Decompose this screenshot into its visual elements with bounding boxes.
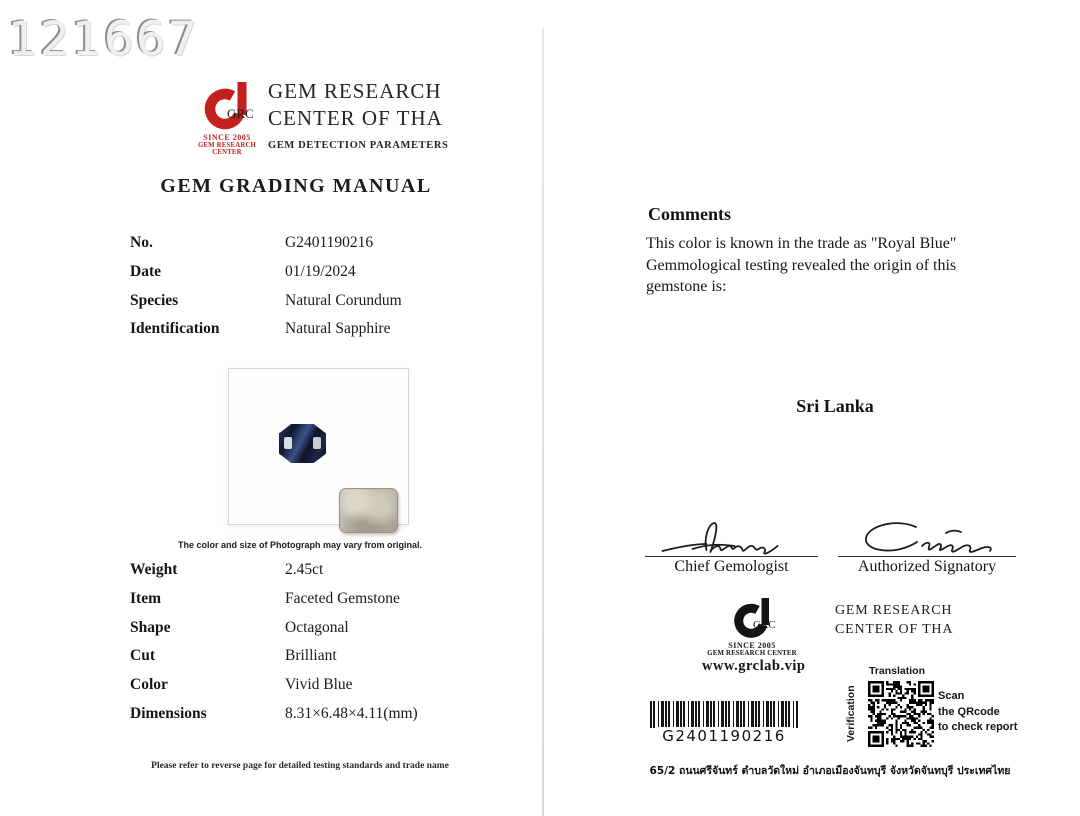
- field-row-identification: [130, 315, 475, 344]
- qr-caption-line: Scan: [938, 690, 965, 702]
- field-row-species: [130, 286, 475, 315]
- gemstone-image: [279, 424, 326, 463]
- comments-line: gemstone is:: [646, 278, 727, 295]
- qr-scan-instruction: [938, 689, 1017, 736]
- field-label: Weight: [130, 561, 178, 579]
- barcode: [650, 701, 798, 746]
- grc-logo-black: [702, 596, 806, 675]
- field-label: Dimensions: [130, 704, 207, 722]
- field-value: 01/19/2024: [285, 263, 356, 281]
- field-row-cut: [130, 642, 475, 671]
- comments-line: Gemmological testing revealed the origin of this: [646, 256, 957, 274]
- field-value: Octagonal: [285, 618, 349, 636]
- field-row-no: [130, 229, 475, 258]
- field-row-color: [130, 671, 475, 700]
- gem-photo-frame: [228, 368, 409, 525]
- signature-label: Chief Gemologist: [674, 558, 789, 575]
- grc-logo-red-icon: [186, 80, 268, 132]
- center-fold-divider: [542, 28, 544, 816]
- field-value: Brilliant: [285, 647, 337, 665]
- barcode-number: G2401190216: [657, 727, 791, 745]
- org-name-line2: CENTER OF THA: [268, 106, 443, 130]
- qr-code: [868, 681, 934, 747]
- signature-label: Authorized Signatory: [857, 558, 997, 575]
- website-url: www.grclab.vip: [702, 658, 806, 674]
- signature-line: [645, 556, 818, 557]
- qr-translation-label: Translation: [868, 665, 925, 677]
- logo-since-label: SINCE 2005: [203, 133, 251, 142]
- field-value: Faceted Gemstone: [285, 590, 400, 608]
- field-value: 2.45ct: [285, 561, 324, 579]
- signature-icon: [645, 520, 818, 556]
- org-subtitle: GEM DETECTION PARAMETERS: [268, 140, 449, 151]
- org-name-line1: GEM RESEARCH: [268, 79, 442, 103]
- field-label: Shape: [130, 618, 171, 636]
- rough-stone-image: [339, 488, 398, 533]
- field-label: No.: [130, 234, 153, 252]
- field-row-weight: [130, 556, 475, 585]
- logo-since-label: SINCE 2005: [728, 641, 776, 650]
- grc-logo-red: [184, 80, 270, 156]
- qr-caption-line: to check report: [938, 721, 1018, 733]
- organization-name-right: [835, 602, 953, 639]
- signature-line: [838, 556, 1016, 557]
- organization-header: [268, 78, 448, 151]
- document-title: GEM GRADING MANUAL: [160, 175, 432, 197]
- field-row-shape: [130, 613, 475, 642]
- field-value: 8.31×6.48×4.11(mm): [285, 704, 418, 722]
- field-value: Natural Sapphire: [285, 320, 391, 338]
- identification-fields: [130, 229, 475, 344]
- org-name-line2: CENTER OF THA: [835, 621, 954, 637]
- signature-authorized-signatory: [838, 520, 1016, 576]
- signature-icon: [838, 520, 1016, 556]
- field-label: Color: [130, 676, 168, 694]
- grc-logo-black-icon: [719, 596, 785, 640]
- reverse-page-note: Please refer to reverse page for detailed testing standards and trade name: [151, 761, 449, 771]
- qr-caption-line: the QRcode: [938, 705, 1000, 718]
- comments-line: This color is known in the trade as "Royal Blue": [646, 235, 957, 252]
- grading-fields: [130, 556, 475, 728]
- field-label: Species: [130, 291, 179, 309]
- field-label: Identification: [130, 320, 220, 338]
- field-value: G2401190216: [285, 234, 374, 252]
- field-value: Vivid Blue: [285, 676, 353, 694]
- field-row-date: [130, 258, 475, 287]
- grc-logo-text: GRC: [227, 106, 254, 121]
- qr-code-icon: [868, 681, 934, 747]
- origin-value: Sri Lanka: [796, 396, 874, 416]
- comments-heading: Comments: [648, 204, 731, 224]
- lab-address-thai: 65/2 ถนนศรีจันทร์ ตำบลวัดใหม่ อำเภอเมืองจันทบุรี จังหวัดจันทบุรี ประเทศไทย: [649, 765, 1011, 777]
- field-label: Cut: [130, 647, 155, 665]
- qr-verification-label: Verification: [845, 685, 857, 743]
- field-row-item: [130, 585, 475, 614]
- field-label: Item: [130, 590, 161, 608]
- logo-center-label: GEM RESEARCH CENTER: [197, 142, 257, 156]
- comments-body: [646, 233, 1026, 298]
- grc-logo-text: GRC: [753, 619, 776, 631]
- signature-chief-gemologist: [645, 520, 818, 576]
- field-value: Natural Corundum: [285, 291, 402, 309]
- barcode-bars-icon: [650, 701, 798, 728]
- field-row-dimensions: [130, 699, 475, 728]
- logo-center-label: GEM RESEARCH CENTER: [707, 650, 797, 657]
- photo-caption: The color and size of Photograph may vary from original.: [177, 540, 423, 550]
- org-name-line1: GEM RESEARCH: [835, 603, 953, 618]
- field-label: Date: [130, 263, 161, 281]
- watermark-number: 121667: [8, 12, 200, 67]
